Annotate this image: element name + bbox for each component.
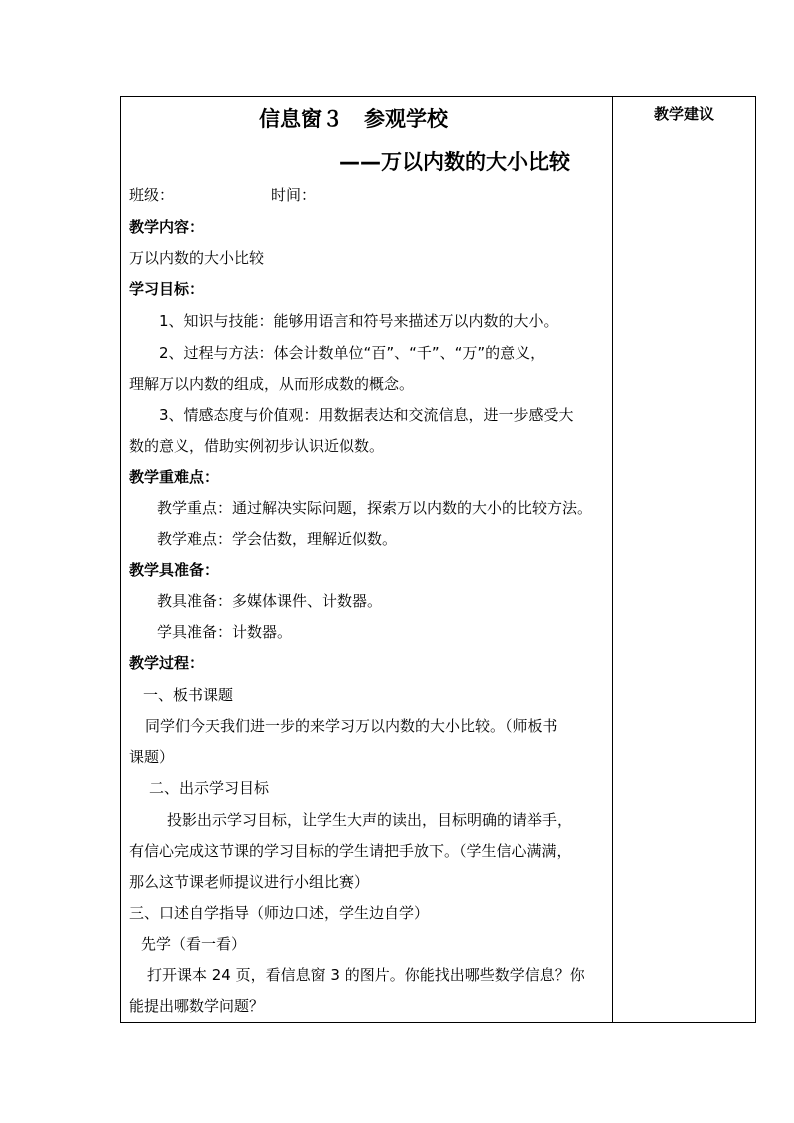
difficult-point-text: 教学难点：学会估数，理解近似数。 xyxy=(157,530,398,548)
teaching-suggestions-heading: 教学建议 xyxy=(653,105,714,123)
lesson-plan-table xyxy=(120,96,756,1023)
section-heading-key-points: 教学重难点： xyxy=(129,468,220,486)
key-point-text: 教学重点：通过解决实际问题，探索万以内数的大小的比较方法。 xyxy=(157,499,593,517)
section-heading-materials: 教学具准备： xyxy=(129,561,220,579)
objective-1: 1、知识与技能：能够用语言和符号来描述万以内数的大小。 xyxy=(159,312,559,330)
class-label: 班级： xyxy=(129,186,175,204)
header-fields-row xyxy=(129,185,606,205)
step-2-text: 投影出示学习目标，让学生大声的读出，目标明确的请举手， xyxy=(167,811,573,829)
step-3-text-continued: 能提出哪数学问题？ xyxy=(129,997,265,1015)
step-1-heading: 一、板书课题 xyxy=(143,686,234,704)
step-3-text: 打开课本 24 页，看信息窗 3 的图片。你能找出哪些数学信息？你 xyxy=(147,966,585,984)
step-2-text-end: 那么这节课老师提议进行小组比赛） xyxy=(129,873,370,891)
content-text: 万以内数的大小比较 xyxy=(129,249,265,267)
objective-2-continued: 理解万以内数的组成，从而形成数的概念。 xyxy=(129,375,415,393)
teaching-suggestions-column xyxy=(613,97,755,1022)
lesson-subtitle: ——万以内数的大小比较 xyxy=(339,150,570,174)
step-3-heading: 三、口述自学指导（师边口述，学生边自学） xyxy=(129,904,430,922)
objective-3-continued: 数的意义，借助实例初步认识近似数。 xyxy=(129,437,385,455)
step-1-text: 同学们今天我们进一步的来学习万以内数的大小比较。（师板书 xyxy=(145,717,558,735)
step-1-text-continued: 课题） xyxy=(129,748,175,766)
objective-3: 3、情感态度与价值观：用数据表达和交流信息，进一步感受大 xyxy=(159,406,574,424)
section-heading-objectives: 学习目标： xyxy=(129,280,205,298)
lesson-content-column xyxy=(121,97,612,1022)
student-materials: 学具准备：计数器。 xyxy=(157,623,293,641)
lesson-title: 信息窗３ 参观学校 xyxy=(259,107,448,131)
step-3-subheading: 先学（看一看） xyxy=(141,935,247,953)
section-heading-process: 教学过程： xyxy=(129,654,205,672)
objective-2: 2、过程与方法：体会计数单位“百”、“千”、“万”的意义， xyxy=(159,344,546,362)
section-heading-content: 教学内容： xyxy=(129,218,205,236)
time-label: 时间： xyxy=(271,186,317,204)
step-2-text-continued: 有信心完成这节课的学习目标的学生请把手放下。（学生信心满满， xyxy=(129,842,572,860)
teacher-materials: 教具准备：多媒体课件、计数器。 xyxy=(157,592,383,610)
step-2-heading: 二、出示学习目标 xyxy=(149,779,270,797)
